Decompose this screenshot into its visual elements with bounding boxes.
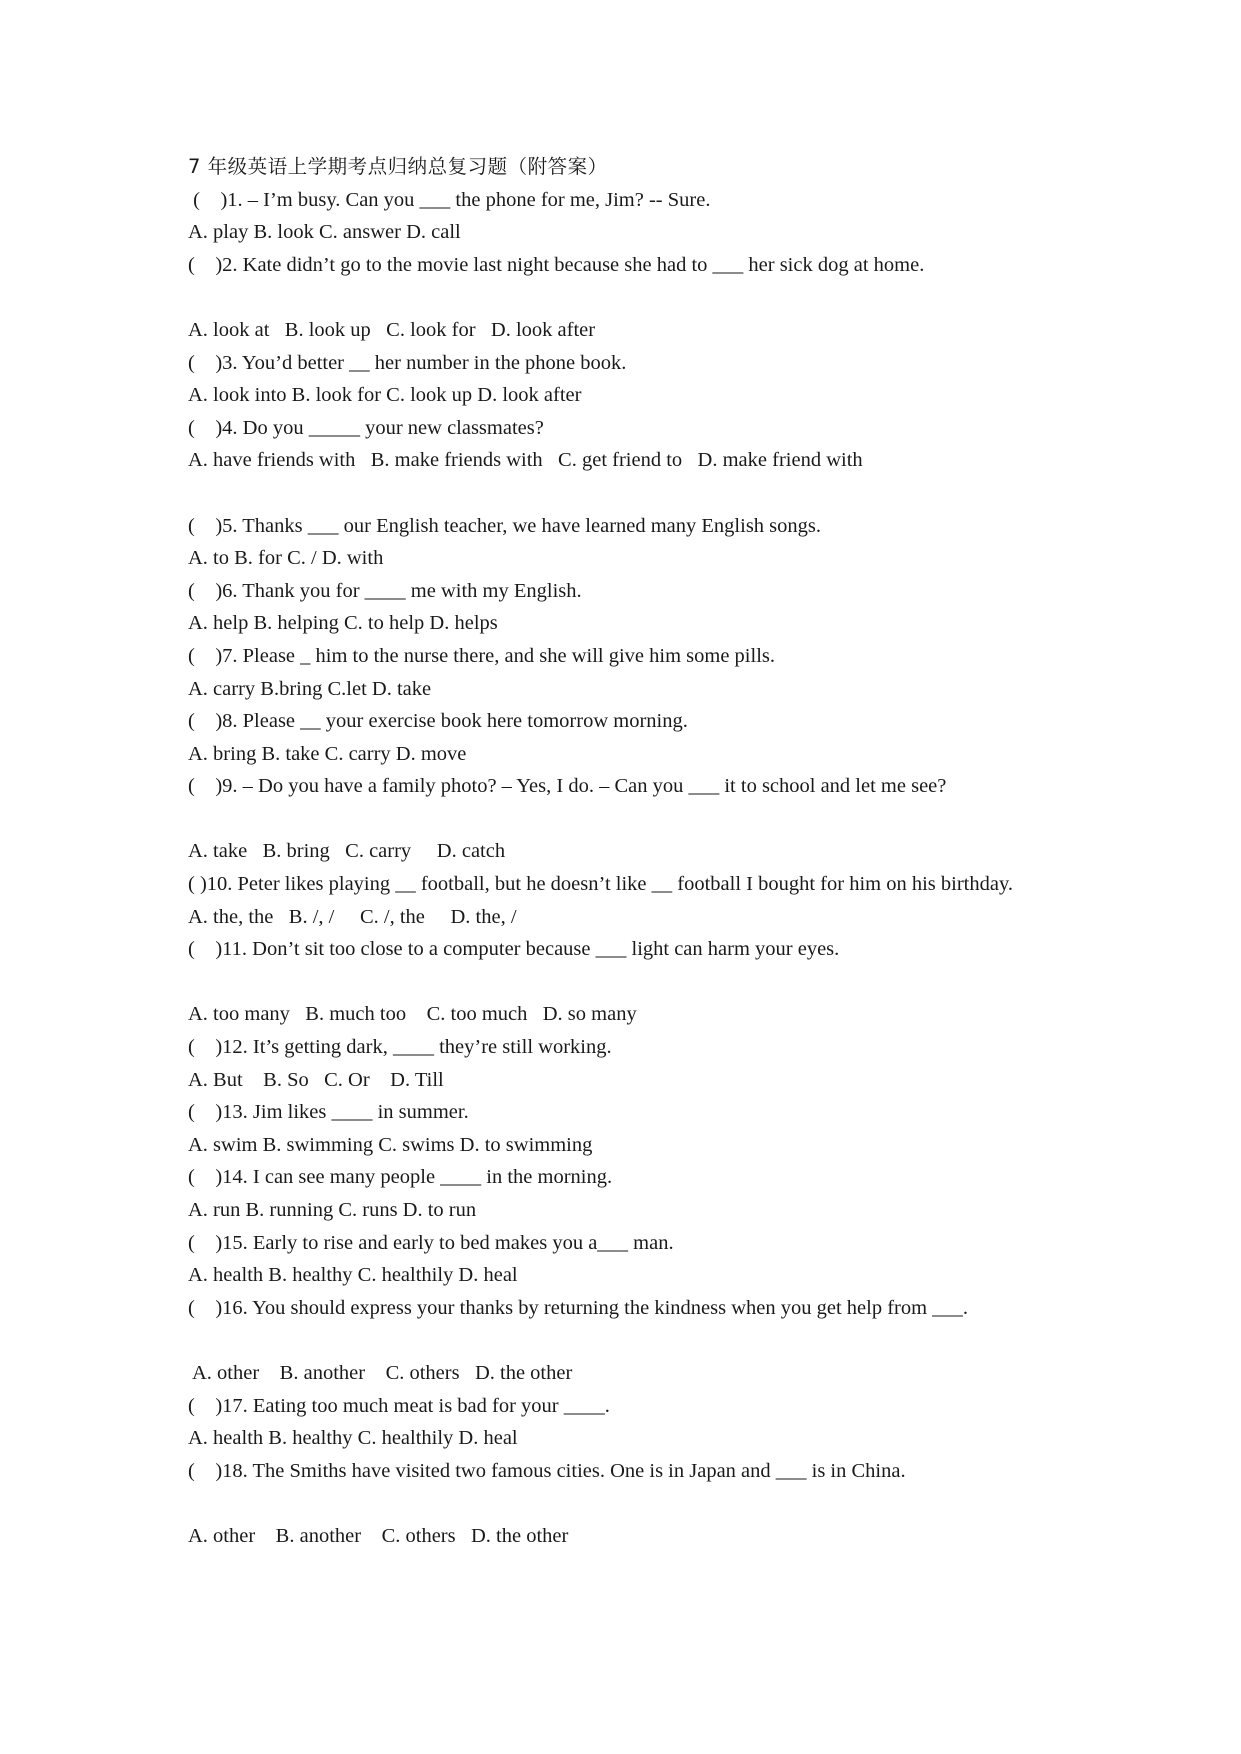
options-4: A. have friends with B. make friends with C. get friend to D. make friend with bbox=[188, 449, 863, 472]
options-17: A. health B. healthy C. healthily D. heal bbox=[188, 1427, 518, 1450]
options-5: A. to B. for C. / D. with bbox=[188, 547, 384, 570]
blank-line bbox=[188, 803, 1056, 836]
question-15: ( )15. Early to rise and early to bed makes you a___ man. bbox=[188, 1231, 674, 1254]
options-11: A. too many B. much too C. too much D. so many bbox=[188, 1003, 637, 1026]
document-title: 7 年级英语上学期考点归纳总复习题（附答案） bbox=[188, 155, 608, 178]
question-4: ( )4. Do you _____ your new classmates? bbox=[188, 416, 544, 439]
options-7: A. carry B.bring C.let D. take bbox=[188, 677, 432, 700]
question-10: ( )10. Peter likes playing __ football, but he doesn’t like __ football I bought for him on his birthday. bbox=[188, 873, 1013, 896]
options-2: A. look at B. look up C. look for D. look after bbox=[188, 318, 596, 341]
question-7: ( )7. Please _ him to the nurse there, and she will give him some pills. bbox=[188, 644, 775, 667]
question-3: ( )3. You’d better __ her number in the phone book. bbox=[188, 351, 627, 374]
options-10: A. the, the B. /, / C. /, the D. the, / bbox=[188, 905, 517, 928]
question-9: ( )9. – Do you have a family photo? – Yes, I do. – Can you ___ it to school and let me see? bbox=[188, 775, 947, 798]
question-6: ( )6. Thank you for ____ me with my English. bbox=[188, 579, 582, 602]
question-8: ( )8. Please __ your exercise book here tomorrow morning. bbox=[188, 710, 688, 733]
blank-line bbox=[188, 281, 1056, 314]
question-5: ( )5. Thanks ___ our English teacher, we have learned many English songs. bbox=[188, 514, 822, 537]
options-8: A. bring B. take C. carry D. move bbox=[188, 742, 467, 765]
options-16: A. other B. another C. others D. the other bbox=[188, 1361, 573, 1384]
document-page bbox=[188, 151, 1056, 1553]
options-12: A. But B. So C. Or D. Till bbox=[188, 1068, 444, 1091]
blank-line bbox=[188, 1324, 1056, 1357]
question-13: ( )13. Jim likes ____ in summer. bbox=[188, 1101, 469, 1124]
options-6: A. help B. helping C. to help D. helps bbox=[188, 612, 498, 635]
question-16: ( )16. You should express your thanks by returning the kindness when you get help from ___. bbox=[188, 1296, 969, 1319]
question-2: ( )2. Kate didn’t go to the movie last night because she had to ___ her sick dog at home. bbox=[188, 253, 925, 276]
options-9: A. take B. bring C. carry D. catch bbox=[188, 840, 506, 863]
options-13: A. swim B. swimming C. swims D. to swimming bbox=[188, 1133, 593, 1156]
blank-line bbox=[188, 966, 1056, 999]
question-1: ( )1. – I’m busy. Can you ___ the phone for me, Jim? -- Sure. bbox=[188, 188, 711, 211]
question-14: ( )14. I can see many people ____ in the morning. bbox=[188, 1166, 613, 1189]
question-18: ( )18. The Smiths have visited two famous cities. One is in Japan and ___ is in China. bbox=[188, 1459, 906, 1482]
question-17: ( )17. Eating too much meat is bad for your ____. bbox=[188, 1394, 610, 1417]
options-15: A. health B. healthy C. healthily D. heal bbox=[188, 1264, 518, 1287]
options-14: A. run B. running C. runs D. to run bbox=[188, 1199, 477, 1221]
options-18: A. other B. another C. others D. the other bbox=[188, 1524, 569, 1547]
question-11: ( )11. Don’t sit too close to a computer because ___ light can harm your eyes. bbox=[188, 938, 840, 961]
blank-line bbox=[188, 1487, 1056, 1520]
options-3: A. look into B. look for C. look up D. look after bbox=[188, 384, 582, 407]
blank-line bbox=[188, 477, 1056, 510]
question-12: ( )12. It’s getting dark, ____ they’re still working. bbox=[188, 1036, 612, 1059]
options-1: A. play B. look C. answer D. call bbox=[188, 221, 461, 244]
